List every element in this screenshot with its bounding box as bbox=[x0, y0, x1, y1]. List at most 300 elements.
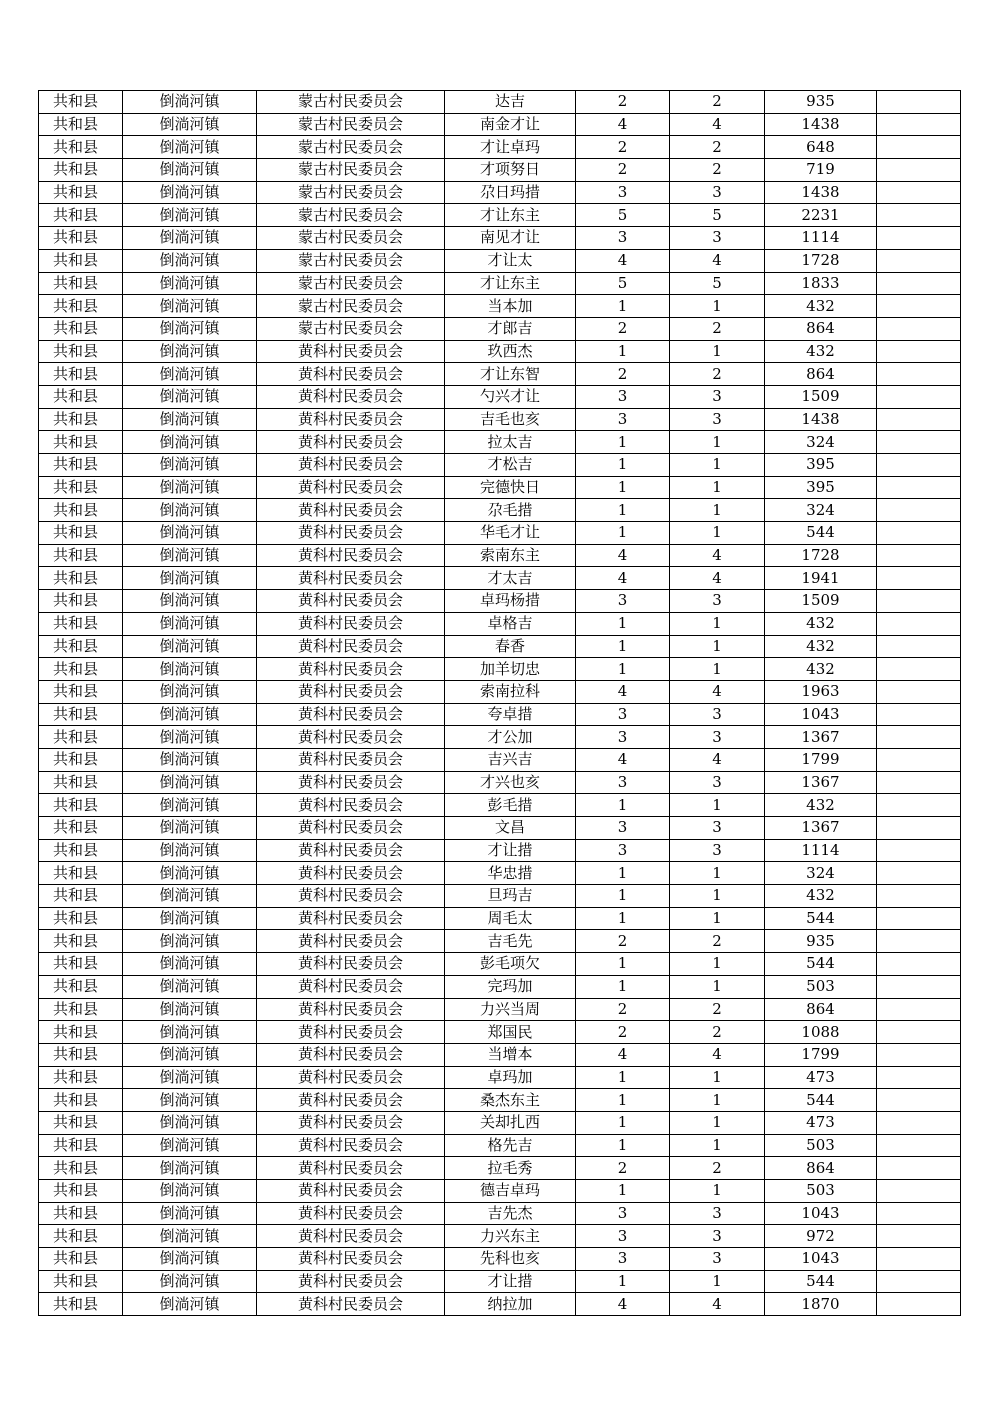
table-row bbox=[39, 91, 961, 114]
remark-cell bbox=[877, 408, 961, 431]
count-a-cell: 1 bbox=[576, 295, 670, 318]
village-committee-cell: 黄科村民委员会 bbox=[257, 726, 445, 749]
count-b-cell: 1 bbox=[670, 975, 765, 998]
count-a-cell: 5 bbox=[576, 204, 670, 227]
amount-cell: 324 bbox=[765, 862, 877, 885]
table-row bbox=[39, 1270, 961, 1293]
table-row bbox=[39, 272, 961, 295]
count-b-cell: 1 bbox=[670, 431, 765, 454]
name-cell: 当增本 bbox=[445, 1043, 576, 1066]
count-a-cell: 4 bbox=[576, 249, 670, 272]
count-b-cell: 2 bbox=[670, 136, 765, 159]
remark-cell bbox=[877, 862, 961, 885]
name-cell: 当本加 bbox=[445, 295, 576, 318]
county-cell: 共和县 bbox=[39, 771, 123, 794]
amount-cell: 395 bbox=[765, 454, 877, 477]
count-a-cell: 1 bbox=[576, 340, 670, 363]
village-committee-cell: 黄科村民委员会 bbox=[257, 499, 445, 522]
count-a-cell: 1 bbox=[576, 658, 670, 681]
town-cell: 倒淌河镇 bbox=[123, 748, 257, 771]
count-b-cell: 1 bbox=[670, 907, 765, 930]
county-cell: 共和县 bbox=[39, 113, 123, 136]
town-cell: 倒淌河镇 bbox=[123, 249, 257, 272]
remark-cell bbox=[877, 930, 961, 953]
name-cell: 才项努日 bbox=[445, 159, 576, 182]
amount-cell: 1438 bbox=[765, 113, 877, 136]
table-row bbox=[39, 794, 961, 817]
table-row bbox=[39, 771, 961, 794]
remark-cell bbox=[877, 227, 961, 250]
amount-cell: 1043 bbox=[765, 703, 877, 726]
name-cell: 才让措 bbox=[445, 839, 576, 862]
town-cell: 倒淌河镇 bbox=[123, 817, 257, 840]
table-row bbox=[39, 340, 961, 363]
remark-cell bbox=[877, 317, 961, 340]
count-b-cell: 1 bbox=[670, 1066, 765, 1089]
count-b-cell: 2 bbox=[670, 998, 765, 1021]
count-b-cell: 3 bbox=[670, 839, 765, 862]
county-cell: 共和县 bbox=[39, 317, 123, 340]
amount-cell: 324 bbox=[765, 499, 877, 522]
count-b-cell: 2 bbox=[670, 363, 765, 386]
county-cell: 共和县 bbox=[39, 295, 123, 318]
remark-cell bbox=[877, 612, 961, 635]
county-cell: 共和县 bbox=[39, 136, 123, 159]
name-cell: 拉毛秀 bbox=[445, 1157, 576, 1180]
village-committee-cell: 黄科村民委员会 bbox=[257, 953, 445, 976]
table-row bbox=[39, 1225, 961, 1248]
town-cell: 倒淌河镇 bbox=[123, 567, 257, 590]
town-cell: 倒淌河镇 bbox=[123, 612, 257, 635]
table-row bbox=[39, 249, 961, 272]
town-cell: 倒淌河镇 bbox=[123, 975, 257, 998]
table-row bbox=[39, 567, 961, 590]
table-row bbox=[39, 748, 961, 771]
name-cell: 完玛加 bbox=[445, 975, 576, 998]
table-row bbox=[39, 612, 961, 635]
village-committee-cell: 黄科村民委员会 bbox=[257, 975, 445, 998]
name-cell: 索南拉科 bbox=[445, 680, 576, 703]
table-row bbox=[39, 1066, 961, 1089]
town-cell: 倒淌河镇 bbox=[123, 476, 257, 499]
county-cell: 共和县 bbox=[39, 1270, 123, 1293]
county-cell: 共和县 bbox=[39, 635, 123, 658]
remark-cell bbox=[877, 726, 961, 749]
table-row bbox=[39, 998, 961, 1021]
amount-cell: 1870 bbox=[765, 1293, 877, 1316]
village-committee-cell: 黄科村民委员会 bbox=[257, 1293, 445, 1316]
table-row bbox=[39, 726, 961, 749]
data-table bbox=[38, 90, 961, 1316]
table-row bbox=[39, 862, 961, 885]
count-a-cell: 3 bbox=[576, 385, 670, 408]
amount-cell: 864 bbox=[765, 317, 877, 340]
count-a-cell: 1 bbox=[576, 975, 670, 998]
county-cell: 共和县 bbox=[39, 1111, 123, 1134]
amount-cell: 1833 bbox=[765, 272, 877, 295]
county-cell: 共和县 bbox=[39, 181, 123, 204]
name-cell: 达吉 bbox=[445, 91, 576, 114]
name-cell: 南金才让 bbox=[445, 113, 576, 136]
county-cell: 共和县 bbox=[39, 930, 123, 953]
town-cell: 倒淌河镇 bbox=[123, 953, 257, 976]
name-cell: 格先吉 bbox=[445, 1134, 576, 1157]
count-a-cell: 1 bbox=[576, 1066, 670, 1089]
amount-cell: 648 bbox=[765, 136, 877, 159]
remark-cell bbox=[877, 499, 961, 522]
amount-cell: 503 bbox=[765, 975, 877, 998]
county-cell: 共和县 bbox=[39, 1293, 123, 1316]
table-row bbox=[39, 499, 961, 522]
town-cell: 倒淌河镇 bbox=[123, 1248, 257, 1271]
name-cell: 才让措 bbox=[445, 1270, 576, 1293]
amount-cell: 1088 bbox=[765, 1021, 877, 1044]
village-committee-cell: 蒙古村民委员会 bbox=[257, 249, 445, 272]
name-cell: 索南东主 bbox=[445, 544, 576, 567]
count-a-cell: 3 bbox=[576, 590, 670, 613]
county-cell: 共和县 bbox=[39, 385, 123, 408]
village-committee-cell: 黄科村民委员会 bbox=[257, 544, 445, 567]
county-cell: 共和县 bbox=[39, 590, 123, 613]
county-cell: 共和县 bbox=[39, 839, 123, 862]
county-cell: 共和县 bbox=[39, 544, 123, 567]
remark-cell bbox=[877, 1043, 961, 1066]
village-committee-cell: 黄科村民委员会 bbox=[257, 1134, 445, 1157]
remark-cell bbox=[877, 839, 961, 862]
count-a-cell: 1 bbox=[576, 612, 670, 635]
village-committee-cell: 黄科村民委员会 bbox=[257, 635, 445, 658]
village-committee-cell: 蒙古村民委员会 bbox=[257, 204, 445, 227]
remark-cell bbox=[877, 794, 961, 817]
table-row bbox=[39, 885, 961, 908]
count-b-cell: 1 bbox=[670, 295, 765, 318]
count-b-cell: 1 bbox=[670, 635, 765, 658]
amount-cell: 324 bbox=[765, 431, 877, 454]
table-row bbox=[39, 204, 961, 227]
county-cell: 共和县 bbox=[39, 1180, 123, 1203]
name-cell: 关却扎西 bbox=[445, 1111, 576, 1134]
amount-cell: 432 bbox=[765, 794, 877, 817]
count-a-cell: 1 bbox=[576, 1089, 670, 1112]
count-b-cell: 4 bbox=[670, 544, 765, 567]
amount-cell: 544 bbox=[765, 1089, 877, 1112]
count-a-cell: 1 bbox=[576, 953, 670, 976]
county-cell: 共和县 bbox=[39, 249, 123, 272]
name-cell: 吉兴吉 bbox=[445, 748, 576, 771]
village-committee-cell: 黄科村民委员会 bbox=[257, 862, 445, 885]
count-b-cell: 4 bbox=[670, 1043, 765, 1066]
town-cell: 倒淌河镇 bbox=[123, 885, 257, 908]
village-committee-cell: 黄科村民委员会 bbox=[257, 748, 445, 771]
village-committee-cell: 蒙古村民委员会 bbox=[257, 181, 445, 204]
village-committee-cell: 黄科村民委员会 bbox=[257, 431, 445, 454]
town-cell: 倒淌河镇 bbox=[123, 454, 257, 477]
amount-cell: 1799 bbox=[765, 1043, 877, 1066]
table-row bbox=[39, 295, 961, 318]
count-b-cell: 1 bbox=[670, 476, 765, 499]
village-committee-cell: 蒙古村民委员会 bbox=[257, 91, 445, 114]
county-cell: 共和县 bbox=[39, 885, 123, 908]
count-b-cell: 4 bbox=[670, 249, 765, 272]
village-committee-cell: 黄科村民委员会 bbox=[257, 1089, 445, 1112]
county-cell: 共和县 bbox=[39, 159, 123, 182]
county-cell: 共和县 bbox=[39, 499, 123, 522]
table-row bbox=[39, 544, 961, 567]
count-b-cell: 1 bbox=[670, 340, 765, 363]
remark-cell bbox=[877, 295, 961, 318]
county-cell: 共和县 bbox=[39, 340, 123, 363]
town-cell: 倒淌河镇 bbox=[123, 1066, 257, 1089]
county-cell: 共和县 bbox=[39, 476, 123, 499]
amount-cell: 1043 bbox=[765, 1202, 877, 1225]
count-a-cell: 1 bbox=[576, 1134, 670, 1157]
village-committee-cell: 蒙古村民委员会 bbox=[257, 136, 445, 159]
count-a-cell: 3 bbox=[576, 839, 670, 862]
county-cell: 共和县 bbox=[39, 227, 123, 250]
town-cell: 倒淌河镇 bbox=[123, 680, 257, 703]
town-cell: 倒淌河镇 bbox=[123, 635, 257, 658]
table-row bbox=[39, 975, 961, 998]
remark-cell bbox=[877, 340, 961, 363]
village-committee-cell: 蒙古村民委员会 bbox=[257, 227, 445, 250]
count-a-cell: 3 bbox=[576, 703, 670, 726]
county-cell: 共和县 bbox=[39, 748, 123, 771]
village-committee-cell: 黄科村民委员会 bbox=[257, 385, 445, 408]
town-cell: 倒淌河镇 bbox=[123, 1202, 257, 1225]
name-cell: 完德快日 bbox=[445, 476, 576, 499]
village-committee-cell: 黄科村民委员会 bbox=[257, 817, 445, 840]
count-b-cell: 3 bbox=[670, 771, 765, 794]
amount-cell: 719 bbox=[765, 159, 877, 182]
table-row bbox=[39, 817, 961, 840]
remark-cell bbox=[877, 907, 961, 930]
remark-cell bbox=[877, 181, 961, 204]
count-b-cell: 3 bbox=[670, 408, 765, 431]
town-cell: 倒淌河镇 bbox=[123, 136, 257, 159]
table-row bbox=[39, 635, 961, 658]
name-cell: 卓玛加 bbox=[445, 1066, 576, 1089]
village-committee-cell: 黄科村民委员会 bbox=[257, 1270, 445, 1293]
county-cell: 共和县 bbox=[39, 272, 123, 295]
name-cell: 德吉卓玛 bbox=[445, 1180, 576, 1203]
count-b-cell: 4 bbox=[670, 1293, 765, 1316]
county-cell: 共和县 bbox=[39, 1089, 123, 1112]
count-b-cell: 3 bbox=[670, 726, 765, 749]
name-cell: 才郎吉 bbox=[445, 317, 576, 340]
count-a-cell: 2 bbox=[576, 1157, 670, 1180]
count-b-cell: 1 bbox=[670, 1180, 765, 1203]
county-cell: 共和县 bbox=[39, 726, 123, 749]
town-cell: 倒淌河镇 bbox=[123, 317, 257, 340]
amount-cell: 1367 bbox=[765, 726, 877, 749]
town-cell: 倒淌河镇 bbox=[123, 703, 257, 726]
count-a-cell: 1 bbox=[576, 907, 670, 930]
county-cell: 共和县 bbox=[39, 975, 123, 998]
amount-cell: 1114 bbox=[765, 227, 877, 250]
name-cell: 玖西杰 bbox=[445, 340, 576, 363]
count-a-cell: 2 bbox=[576, 930, 670, 953]
town-cell: 倒淌河镇 bbox=[123, 1089, 257, 1112]
village-committee-cell: 黄科村民委员会 bbox=[257, 658, 445, 681]
county-cell: 共和县 bbox=[39, 363, 123, 386]
table-row bbox=[39, 136, 961, 159]
amount-cell: 935 bbox=[765, 930, 877, 953]
town-cell: 倒淌河镇 bbox=[123, 499, 257, 522]
village-committee-cell: 黄科村民委员会 bbox=[257, 885, 445, 908]
name-cell: 勺兴才让 bbox=[445, 385, 576, 408]
remark-cell bbox=[877, 476, 961, 499]
table-row bbox=[39, 476, 961, 499]
name-cell: 华忠措 bbox=[445, 862, 576, 885]
name-cell: 尕日玛措 bbox=[445, 181, 576, 204]
count-a-cell: 3 bbox=[576, 1202, 670, 1225]
amount-cell: 1728 bbox=[765, 544, 877, 567]
count-b-cell: 2 bbox=[670, 930, 765, 953]
count-b-cell: 1 bbox=[670, 1134, 765, 1157]
amount-cell: 1963 bbox=[765, 680, 877, 703]
remark-cell bbox=[877, 1157, 961, 1180]
count-b-cell: 3 bbox=[670, 590, 765, 613]
count-b-cell: 1 bbox=[670, 885, 765, 908]
village-committee-cell: 黄科村民委员会 bbox=[257, 612, 445, 635]
village-committee-cell: 黄科村民委员会 bbox=[257, 1157, 445, 1180]
town-cell: 倒淌河镇 bbox=[123, 1021, 257, 1044]
remark-cell bbox=[877, 1089, 961, 1112]
amount-cell: 432 bbox=[765, 885, 877, 908]
name-cell: 华毛才让 bbox=[445, 522, 576, 545]
village-committee-cell: 黄科村民委员会 bbox=[257, 340, 445, 363]
remark-cell bbox=[877, 1293, 961, 1316]
amount-cell: 1438 bbox=[765, 181, 877, 204]
town-cell: 倒淌河镇 bbox=[123, 590, 257, 613]
name-cell: 拉太吉 bbox=[445, 431, 576, 454]
count-b-cell: 1 bbox=[670, 1089, 765, 1112]
count-a-cell: 1 bbox=[576, 862, 670, 885]
village-committee-cell: 黄科村民委员会 bbox=[257, 567, 445, 590]
amount-cell: 1799 bbox=[765, 748, 877, 771]
town-cell: 倒淌河镇 bbox=[123, 1111, 257, 1134]
name-cell: 彭毛项欠 bbox=[445, 953, 576, 976]
count-a-cell: 3 bbox=[576, 1225, 670, 1248]
count-a-cell: 3 bbox=[576, 227, 670, 250]
town-cell: 倒淌河镇 bbox=[123, 1043, 257, 1066]
village-committee-cell: 蒙古村民委员会 bbox=[257, 295, 445, 318]
remark-cell bbox=[877, 1021, 961, 1044]
count-a-cell: 2 bbox=[576, 136, 670, 159]
name-cell: 纳拉加 bbox=[445, 1293, 576, 1316]
count-a-cell: 4 bbox=[576, 113, 670, 136]
table-row bbox=[39, 1043, 961, 1066]
county-cell: 共和县 bbox=[39, 1225, 123, 1248]
village-committee-cell: 黄科村民委员会 bbox=[257, 794, 445, 817]
table-row bbox=[39, 907, 961, 930]
town-cell: 倒淌河镇 bbox=[123, 907, 257, 930]
amount-cell: 544 bbox=[765, 907, 877, 930]
county-cell: 共和县 bbox=[39, 1157, 123, 1180]
remark-cell bbox=[877, 159, 961, 182]
amount-cell: 972 bbox=[765, 1225, 877, 1248]
village-committee-cell: 黄科村民委员会 bbox=[257, 998, 445, 1021]
village-committee-cell: 黄科村民委员会 bbox=[257, 1066, 445, 1089]
table-row bbox=[39, 1111, 961, 1134]
name-cell: 才松吉 bbox=[445, 454, 576, 477]
count-a-cell: 1 bbox=[576, 794, 670, 817]
town-cell: 倒淌河镇 bbox=[123, 295, 257, 318]
count-a-cell: 4 bbox=[576, 1293, 670, 1316]
table-row bbox=[39, 181, 961, 204]
amount-cell: 432 bbox=[765, 612, 877, 635]
town-cell: 倒淌河镇 bbox=[123, 340, 257, 363]
town-cell: 倒淌河镇 bbox=[123, 1157, 257, 1180]
count-a-cell: 1 bbox=[576, 499, 670, 522]
name-cell: 吉毛也亥 bbox=[445, 408, 576, 431]
name-cell: 吉先杰 bbox=[445, 1202, 576, 1225]
county-cell: 共和县 bbox=[39, 998, 123, 1021]
table-row bbox=[39, 703, 961, 726]
remark-cell bbox=[877, 975, 961, 998]
name-cell: 才让东智 bbox=[445, 363, 576, 386]
village-committee-cell: 黄科村民委员会 bbox=[257, 703, 445, 726]
village-committee-cell: 黄科村民委员会 bbox=[257, 1043, 445, 1066]
count-b-cell: 2 bbox=[670, 91, 765, 114]
name-cell: 才公加 bbox=[445, 726, 576, 749]
county-cell: 共和县 bbox=[39, 91, 123, 114]
name-cell: 加羊切忠 bbox=[445, 658, 576, 681]
county-cell: 共和县 bbox=[39, 431, 123, 454]
remark-cell bbox=[877, 91, 961, 114]
town-cell: 倒淌河镇 bbox=[123, 204, 257, 227]
count-a-cell: 1 bbox=[576, 454, 670, 477]
remark-cell bbox=[877, 658, 961, 681]
name-cell: 卓玛杨措 bbox=[445, 590, 576, 613]
amount-cell: 1438 bbox=[765, 408, 877, 431]
town-cell: 倒淌河镇 bbox=[123, 227, 257, 250]
count-a-cell: 4 bbox=[576, 748, 670, 771]
county-cell: 共和县 bbox=[39, 1066, 123, 1089]
amount-cell: 864 bbox=[765, 363, 877, 386]
table-row bbox=[39, 953, 961, 976]
count-a-cell: 3 bbox=[576, 408, 670, 431]
count-b-cell: 3 bbox=[670, 227, 765, 250]
table-row bbox=[39, 1293, 961, 1316]
amount-cell: 1509 bbox=[765, 385, 877, 408]
name-cell: 才让太 bbox=[445, 249, 576, 272]
name-cell: 尕毛措 bbox=[445, 499, 576, 522]
amount-cell: 1509 bbox=[765, 590, 877, 613]
count-b-cell: 4 bbox=[670, 567, 765, 590]
remark-cell bbox=[877, 1202, 961, 1225]
amount-cell: 544 bbox=[765, 1270, 877, 1293]
count-b-cell: 3 bbox=[670, 817, 765, 840]
count-a-cell: 3 bbox=[576, 817, 670, 840]
county-cell: 共和县 bbox=[39, 1134, 123, 1157]
amount-cell: 1114 bbox=[765, 839, 877, 862]
remark-cell bbox=[877, 953, 961, 976]
village-committee-cell: 黄科村民委员会 bbox=[257, 1180, 445, 1203]
count-b-cell: 3 bbox=[670, 703, 765, 726]
village-committee-cell: 黄科村民委员会 bbox=[257, 839, 445, 862]
county-cell: 共和县 bbox=[39, 862, 123, 885]
village-committee-cell: 黄科村民委员会 bbox=[257, 590, 445, 613]
town-cell: 倒淌河镇 bbox=[123, 408, 257, 431]
table-row bbox=[39, 1089, 961, 1112]
remark-cell bbox=[877, 748, 961, 771]
count-b-cell: 3 bbox=[670, 385, 765, 408]
name-cell: 南见才让 bbox=[445, 227, 576, 250]
amount-cell: 864 bbox=[765, 1157, 877, 1180]
village-committee-cell: 黄科村民委员会 bbox=[257, 522, 445, 545]
town-cell: 倒淌河镇 bbox=[123, 658, 257, 681]
